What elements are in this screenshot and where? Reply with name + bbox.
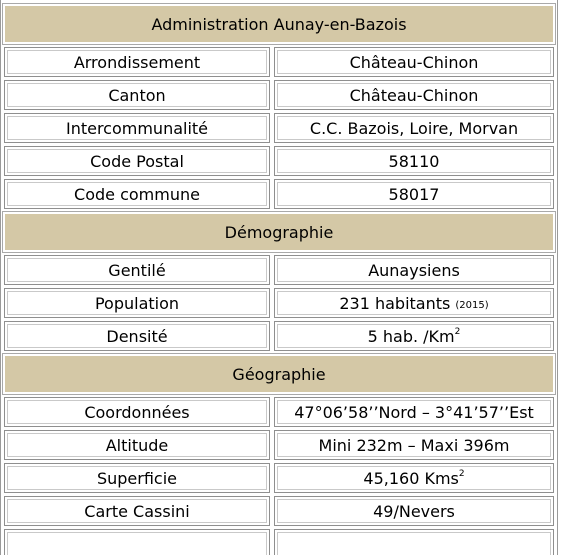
section-header-geographie: [3, 354, 555, 394]
densite-exponent: 2: [454, 327, 461, 337]
value-superficie: [274, 463, 554, 493]
label-canton: Canton: [4, 80, 270, 110]
superficie-value: 45,160 Kms: [363, 468, 459, 488]
label-carte-cassini: Carte Cassini: [4, 496, 270, 526]
row-partial: [4, 529, 554, 555]
label-partial: [4, 529, 270, 555]
label-code-postal: Code Postal: [4, 146, 270, 176]
superficie-exponent: 2: [458, 469, 465, 479]
geographie-title: Géographie: [232, 364, 326, 384]
value-coordonnees: 47°06’58’’Nord – 3°41’57’’Est: [274, 397, 554, 427]
value-arrondissement: Château-Chinon: [274, 47, 554, 77]
label-code-commune: Code commune: [4, 179, 270, 209]
section-header-administration: [3, 4, 555, 44]
value-carte-cassini: 49/Nevers: [274, 496, 554, 526]
row-gentile: [4, 255, 554, 285]
label-gentile: Gentilé: [4, 255, 270, 285]
row-coordonnees: [4, 397, 554, 427]
value-population: [274, 288, 554, 318]
label-intercommunalite: Intercommunalité: [4, 113, 270, 143]
row-population: [4, 288, 554, 318]
value-densite: [274, 321, 554, 351]
label-densite: Densité: [4, 321, 270, 351]
value-code-commune: 58017: [274, 179, 554, 209]
label-arrondissement: Arrondissement: [4, 47, 270, 77]
label-superficie: Superficie: [4, 463, 270, 493]
demographie-title: Démographie: [224, 222, 334, 242]
population-value: 231 habitants: [339, 293, 451, 313]
label-population: Population: [4, 288, 270, 318]
row-arrondissement: [4, 47, 554, 77]
label-coordonnees: Coordonnées: [4, 397, 270, 427]
row-intercommunalite: [4, 113, 554, 143]
value-gentile: Aunaysiens: [274, 255, 554, 285]
section-header-demographie: [3, 212, 555, 252]
value-canton: Château-Chinon: [274, 80, 554, 110]
row-carte-cassini: [4, 496, 554, 526]
row-canton: [4, 80, 554, 110]
value-altitude: Mini 232m – Maxi 396m: [274, 430, 554, 460]
administration-title: Administration Aunay-en-Bazois: [151, 14, 407, 34]
value-partial: [274, 529, 554, 555]
value-intercommunalite: C.C. Bazois, Loire, Morvan: [274, 113, 554, 143]
row-superficie: [4, 463, 554, 493]
row-altitude: [4, 430, 554, 460]
label-altitude: Altitude: [4, 430, 270, 460]
value-code-postal: 58110: [274, 146, 554, 176]
population-year: (2015): [455, 299, 489, 311]
row-code-postal: [4, 146, 554, 176]
row-densite: [4, 321, 554, 351]
row-code-commune: [4, 179, 554, 209]
densite-value: 5 hab. /Km: [367, 326, 455, 346]
